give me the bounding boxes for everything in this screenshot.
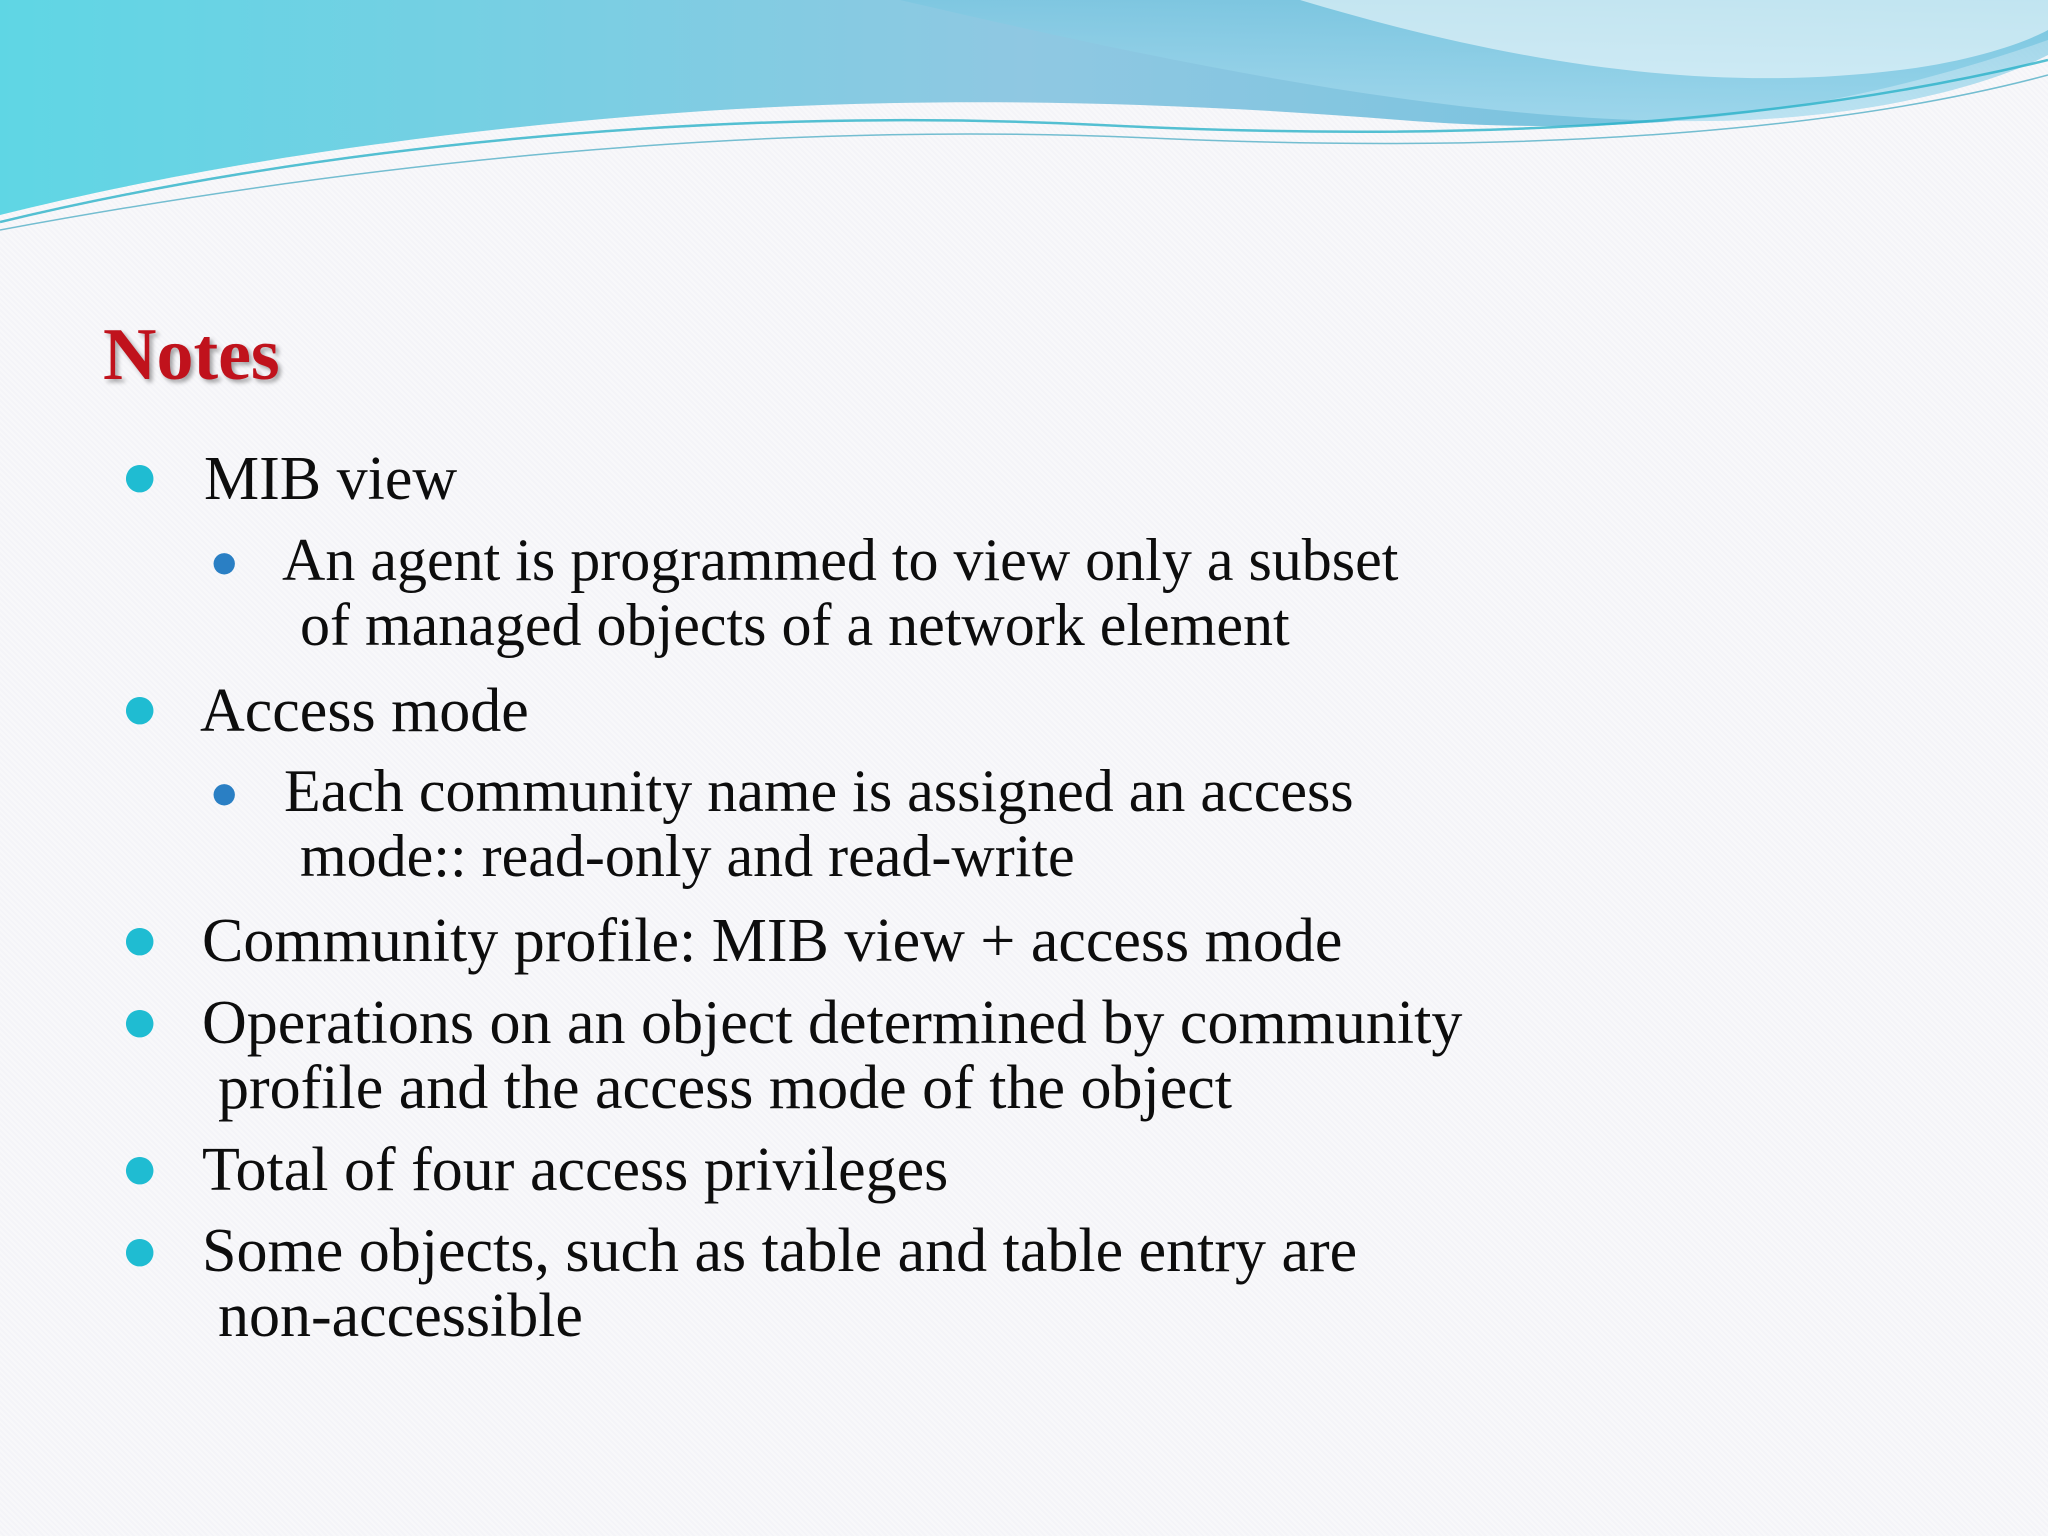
sub-item-access-mode-line1: Each community name is assigned an access — [284, 758, 1354, 824]
bullet-item-operations-line1: Operations on an object determined by community — [202, 989, 1463, 1057]
sub-item-access-mode-line2: mode:: read-only and read-write — [300, 823, 1075, 889]
bullet-item-total-privileges: Total of four access privileges — [202, 1136, 949, 1204]
sub-bullet-dot-icon: ● — [212, 545, 237, 578]
bullet-item-non-accessible-line2: non-accessible — [218, 1282, 583, 1350]
sub-item-mib-view-line2: of managed objects of a network element — [300, 592, 1290, 658]
bullet-dot-icon: ● — [124, 688, 156, 729]
sub-bullet-dot-icon: ● — [212, 776, 237, 809]
bullet-dot-icon: ● — [124, 1230, 156, 1271]
bullet-dot-icon: ● — [124, 1001, 156, 1042]
sub-item-mib-view-line1: An agent is programmed to view only a subset — [282, 527, 1399, 593]
bullet-dot-icon: ● — [124, 1148, 156, 1189]
bullet-dot-icon: ● — [124, 919, 156, 960]
bullet-item-non-accessible-line1: Some objects, such as table and table entry are — [202, 1217, 1358, 1285]
bullet-item-mib-view: MIB view — [204, 445, 458, 513]
slide-title: Notes — [103, 314, 280, 396]
bullet-item-operations-line2: profile and the access mode of the object — [218, 1054, 1232, 1122]
bullet-item-community-profile: Community profile: MIB view + access mode — [202, 907, 1343, 975]
bullet-item-access-mode: Access mode — [200, 677, 529, 745]
bullet-dot-icon: ● — [124, 456, 156, 497]
